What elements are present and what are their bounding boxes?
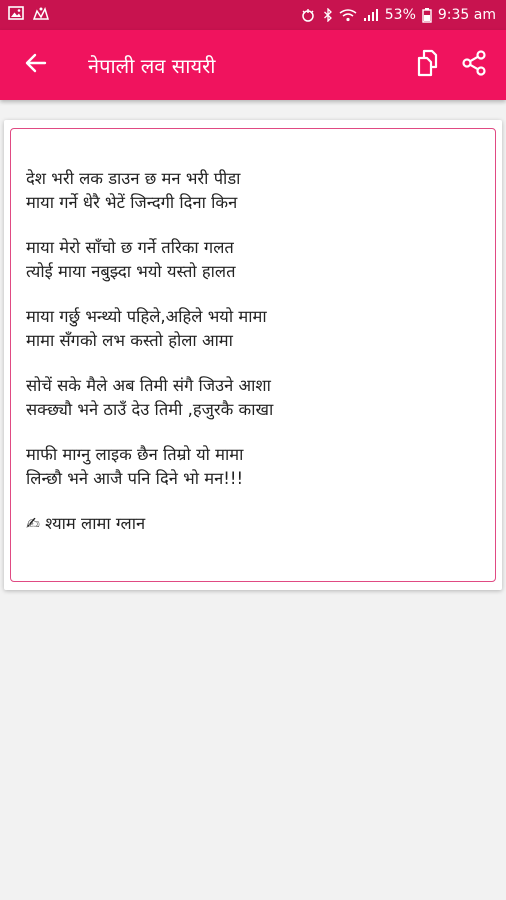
poem-line: माया गर्छु भन्थ्यो पहिले,अहिले भयो मामा — [26, 307, 267, 326]
page-title: नेपाली लव सायरी — [88, 53, 216, 78]
poem-text — [26, 167, 485, 536]
bluetooth-icon — [323, 8, 333, 22]
poem-line: माया मेरो साँचो छ गर्ने तरिका गलत — [26, 238, 234, 257]
copy-button[interactable] — [408, 40, 452, 90]
copy-icon — [415, 48, 445, 82]
share-icon — [460, 49, 488, 81]
data-saver-icon — [299, 8, 317, 22]
poem-author: ✍ श्याम लामा ग्लान — [26, 514, 146, 533]
clock: 9:35 am — [437, 7, 496, 23]
poem-card — [4, 120, 502, 590]
status-bar — [0, 0, 506, 30]
gallery-notification-icon — [8, 6, 24, 24]
app-toolbar — [0, 30, 506, 100]
poem-line: त्योई माया नबुझ्दा भयो यस्तो हालत — [26, 261, 236, 281]
share-button[interactable] — [452, 40, 496, 90]
poem-stanza — [26, 374, 485, 421]
app-notification-icon — [32, 6, 50, 24]
poem-stanza — [26, 236, 485, 283]
poem-line: देश भरी लक डाउन छ मन भरी पीडा — [26, 169, 241, 188]
wifi-icon — [339, 8, 357, 22]
arrow-left-icon — [25, 53, 47, 77]
poem-line: माया गर्ने धेरै भेटें जिन्दगी दिना किन — [26, 192, 238, 212]
poem-line: लिन्छौ भने आजै पनि दिने भो मन!!! — [26, 468, 244, 488]
poem-line: माफी माग्नु लाइक छैन तिम्रो यो मामा — [26, 445, 244, 464]
battery-icon — [422, 8, 432, 23]
back-button[interactable] — [11, 40, 61, 90]
battery-percent: 53% — [384, 7, 416, 23]
signal-icon — [363, 8, 379, 22]
poem-line: सक्छ्यौ भने ठाउँ देउ तिमी ,हजुरकै काखा — [26, 399, 274, 419]
poem-stanza — [26, 167, 485, 214]
poem-stanza — [26, 443, 485, 490]
poem-stanza — [26, 305, 485, 352]
poem-line: सोचें सके मैले अब तिमी संगै जिउने आशा — [26, 376, 271, 395]
poem-line: मामा सँगको लभ कस्तो होला आमा — [26, 330, 233, 350]
poem-card-border — [10, 128, 496, 582]
